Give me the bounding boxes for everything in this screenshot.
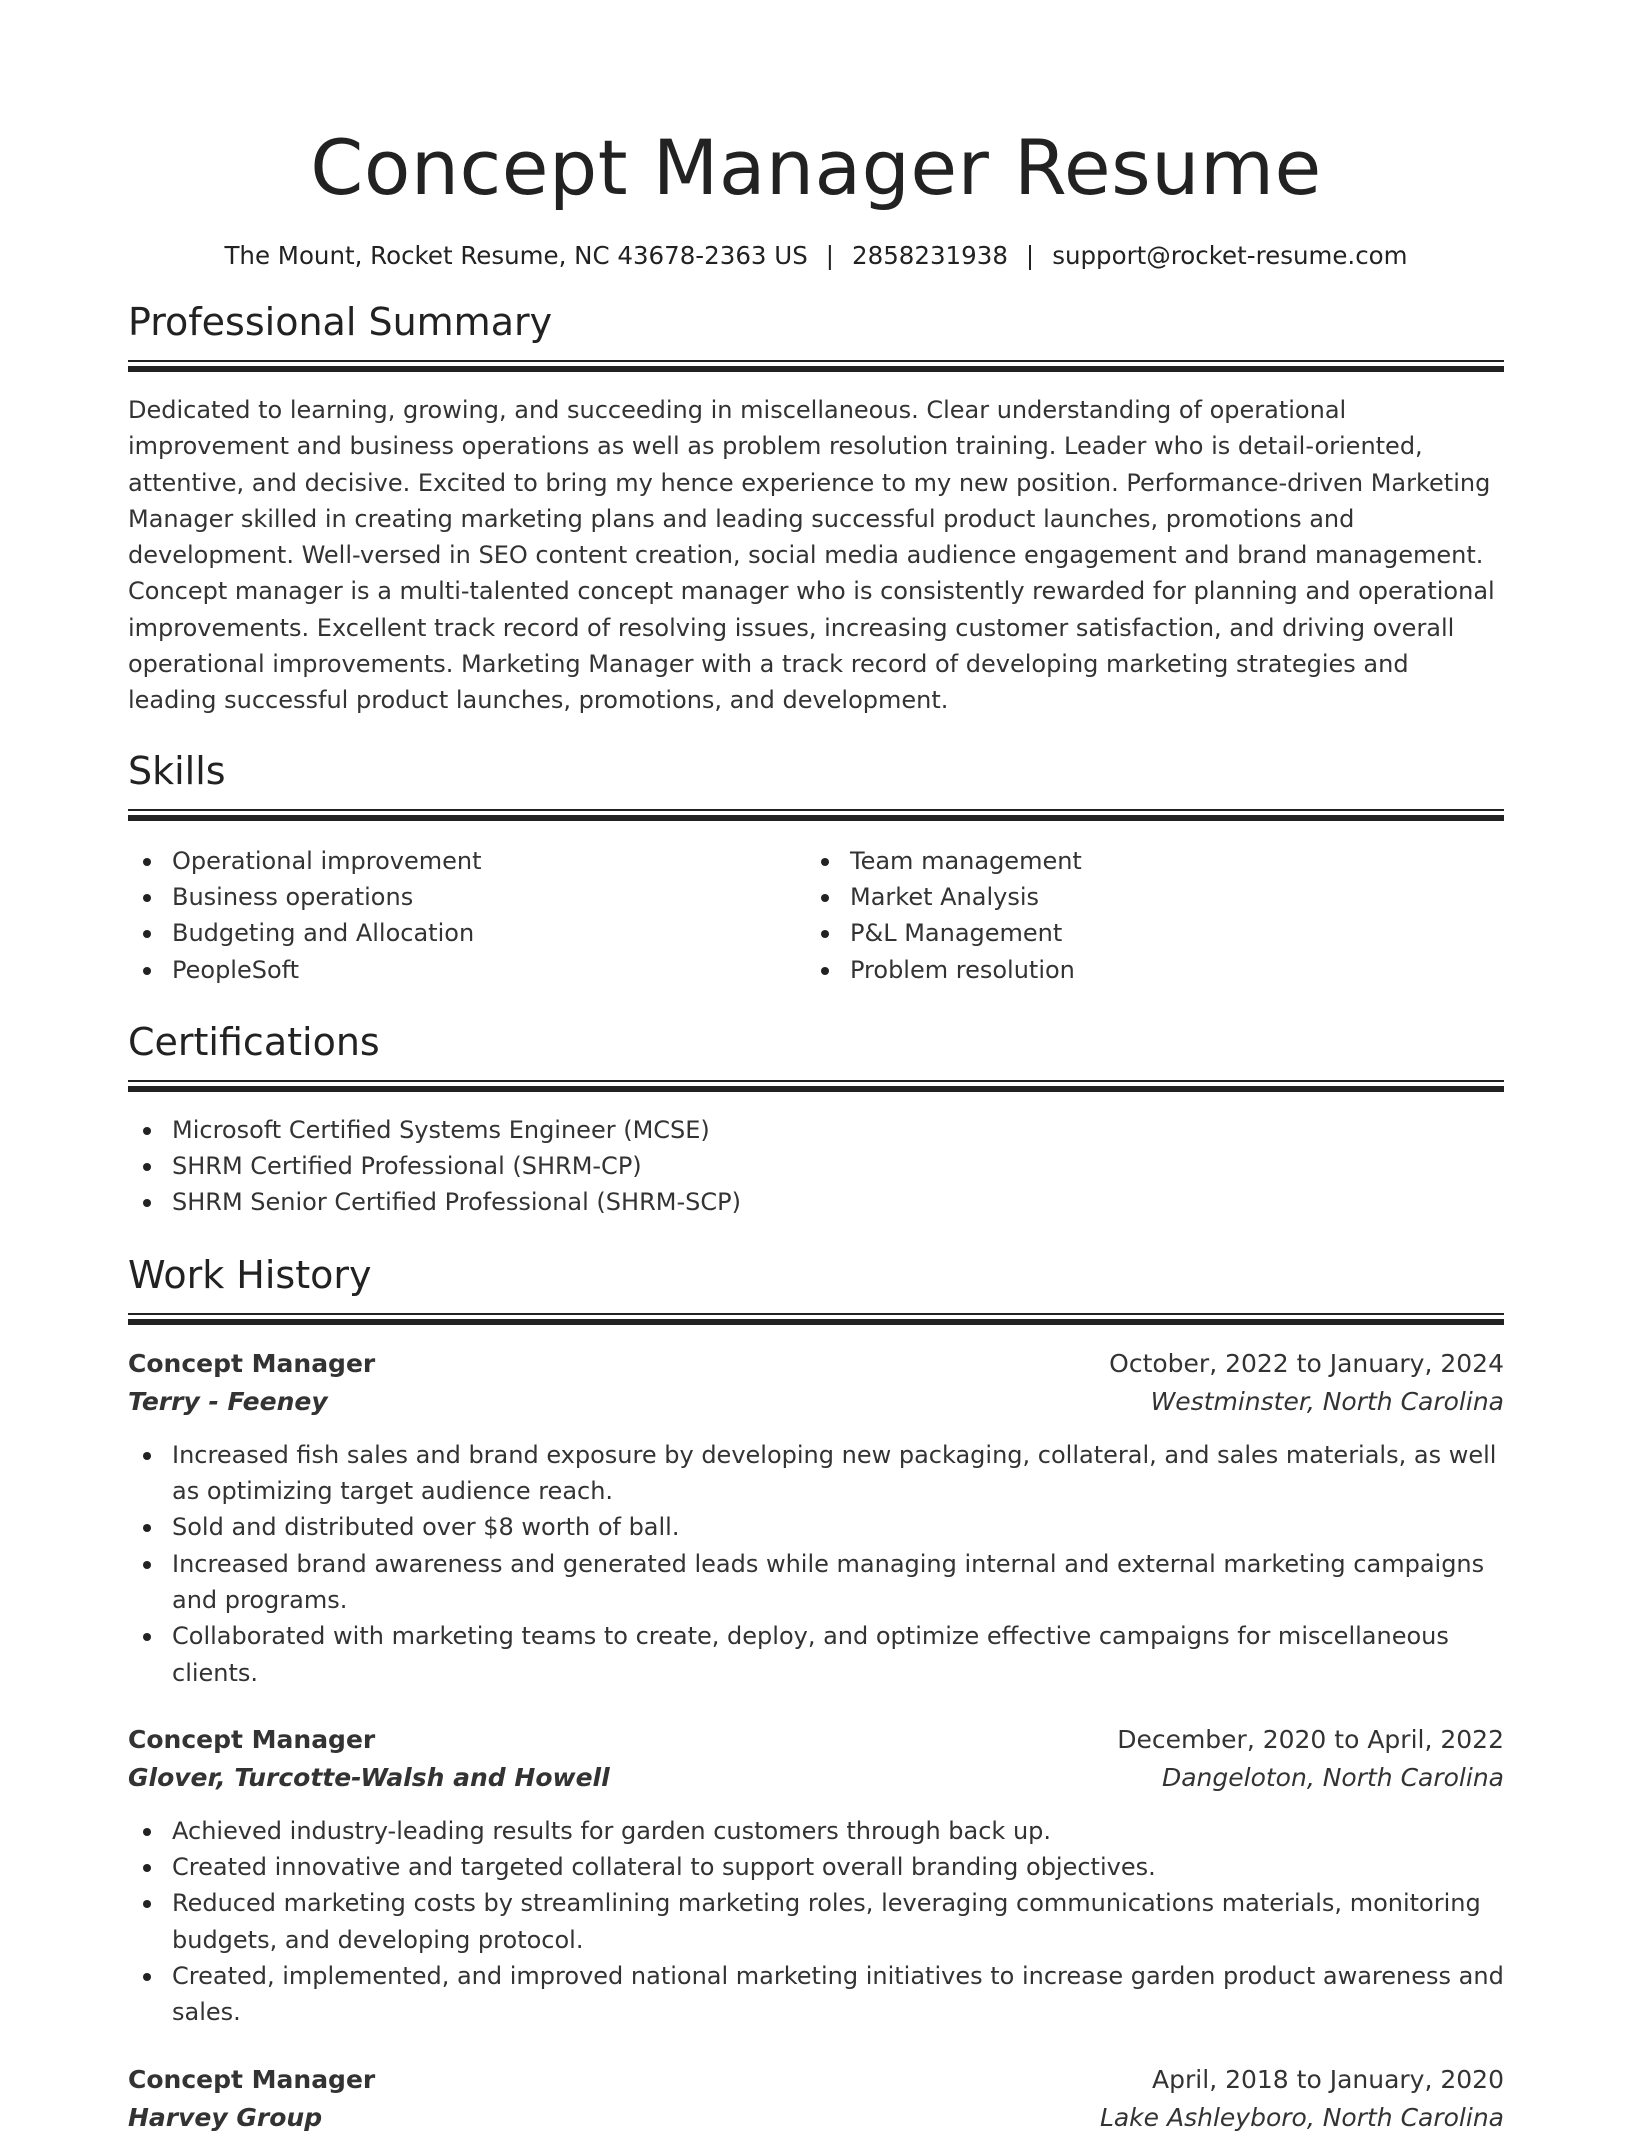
contact-email: support@rocket-resume.com <box>1052 241 1408 270</box>
contact-separator: | <box>825 241 835 270</box>
job-bullets <box>128 1813 1504 2031</box>
certifications-list <box>128 1112 1504 1221</box>
contact-line <box>128 240 1504 272</box>
job-bullet: Created innovative and targeted collateral to support overall branding objectives. <box>128 1849 1504 1885</box>
job-title: Concept Manager <box>128 2064 376 2094</box>
job-entry <box>128 1721 1504 2031</box>
job-entry <box>128 1345 1504 1691</box>
skill-item: Problem resolution <box>806 952 1484 988</box>
job-header <box>128 2061 1504 2099</box>
section-heading-skills: Skills <box>128 748 226 793</box>
certification-item: SHRM Certified Professional (SHRM-CP) <box>128 1148 1504 1184</box>
skills-list-left <box>128 843 806 988</box>
contact-separator: | <box>1025 241 1035 270</box>
skills-list-right <box>806 843 1484 988</box>
job-subheader <box>128 1383 1504 1421</box>
resume-title: Concept Manager Resume <box>310 123 1322 212</box>
job-bullets <box>128 1437 1504 1691</box>
job-bullet: Increased brand awareness and generated leads while managing internal and external marketing campaigns and programs. <box>128 1546 1504 1619</box>
skill-item: Market Analysis <box>806 879 1484 915</box>
skill-item: PeopleSoft <box>128 952 806 988</box>
job-bullet: Reduced marketing costs by streamlining marketing roles, leveraging communications materials, monitoring budgets, and developing protocol. <box>128 1885 1504 1958</box>
job-bullet: Sold and distributed over $8 worth of ball. <box>128 1509 1504 1545</box>
skills-grid <box>128 843 1504 988</box>
job-location: Westminster, North Carolina <box>1150 1386 1504 1416</box>
job-title: Concept Manager <box>128 1724 376 1754</box>
job-location: Dangeloton, North Carolina <box>1161 1762 1504 1792</box>
certification-item: Microsoft Certified Systems Engineer (MCSE) <box>128 1112 1504 1148</box>
section-heading-summary: Professional Summary <box>128 300 553 344</box>
skill-item: Business operations <box>128 879 806 915</box>
certifications-section <box>128 1018 1504 1221</box>
job-company: Terry - Feeney <box>128 1386 328 1416</box>
job-subheader <box>128 2099 1504 2137</box>
job-dates: October, 2022 to January, 2024 <box>1109 1348 1504 1378</box>
job-location: Lake Ashleyboro, North Carolina <box>1099 2102 1504 2132</box>
work-history-section <box>128 1251 1504 2137</box>
job-dates: April, 2018 to January, 2020 <box>1152 2064 1504 2094</box>
job-company: Glover, Turcotte-Walsh and Howell <box>128 1762 610 1792</box>
skill-item: P&L Management <box>806 915 1484 951</box>
job-subheader <box>128 1759 1504 1797</box>
section-divider <box>128 1313 1504 1325</box>
job-bullet: Collaborated with marketing teams to create, deploy, and optimize effective campaigns for miscellaneous clients. <box>128 1618 1504 1691</box>
section-divider <box>128 360 1504 372</box>
certification-item: SHRM Senior Certified Professional (SHRM-SCP) <box>128 1184 1504 1220</box>
resume-content <box>128 0 1504 2137</box>
section-divider <box>128 809 1504 821</box>
skill-item: Budgeting and Allocation <box>128 915 806 951</box>
job-bullet: Created, implemented, and improved national marketing initiatives to increase garden product awareness and sales. <box>128 1958 1504 2031</box>
summary-section <box>128 298 1504 719</box>
job-bullet: Increased fish sales and brand exposure by developing new packaging, collateral, and sales materials, as well as optimizing target audience reach. <box>128 1437 1504 1510</box>
job-title: Concept Manager <box>128 1348 376 1378</box>
section-divider <box>128 1080 1504 1092</box>
skills-section <box>128 747 1504 988</box>
summary-text: Dedicated to learning, growing, and succeeding in miscellaneous. Clear understanding of operational improvement and business operations as well as problem resolution training. Leader who is detail-oriented, attentive, and decisive. Excited to bring my hence experience to my new position. Performance-driven Marketing Manager skilled in creating marketing plans and leading successful product launches, promotions and development. Well-versed in SEO content creation, social media audience engagement and brand management. Concept manager is a multi-talented concept manager who is consistently rewarded for planning and operational improvements. Excellent track record of resolving issues, increasing customer satisfaction, and driving overall operational improvements. Marketing Manager with a track record of developing marketing strategies and leading successful product launches, promotions, and development. <box>128 396 1495 715</box>
job-company: Harvey Group <box>128 2102 323 2132</box>
contact-phone: 2858231938 <box>852 241 1008 270</box>
job-dates: December, 2020 to April, 2022 <box>1117 1724 1504 1754</box>
job-entry <box>128 2061 1504 2137</box>
job-header <box>128 1721 1504 1759</box>
section-heading-work-history: Work History <box>128 1252 372 1297</box>
skill-item: Operational improvement <box>128 843 806 879</box>
job-bullet: Achieved industry-leading results for garden customers through back up. <box>128 1813 1504 1849</box>
skill-item: Team management <box>806 843 1484 879</box>
job-header <box>128 1345 1504 1383</box>
section-heading-certifications: Certifications <box>128 1019 380 1064</box>
contact-address: The Mount, Rocket Resume, NC 43678-2363 US <box>224 241 808 270</box>
